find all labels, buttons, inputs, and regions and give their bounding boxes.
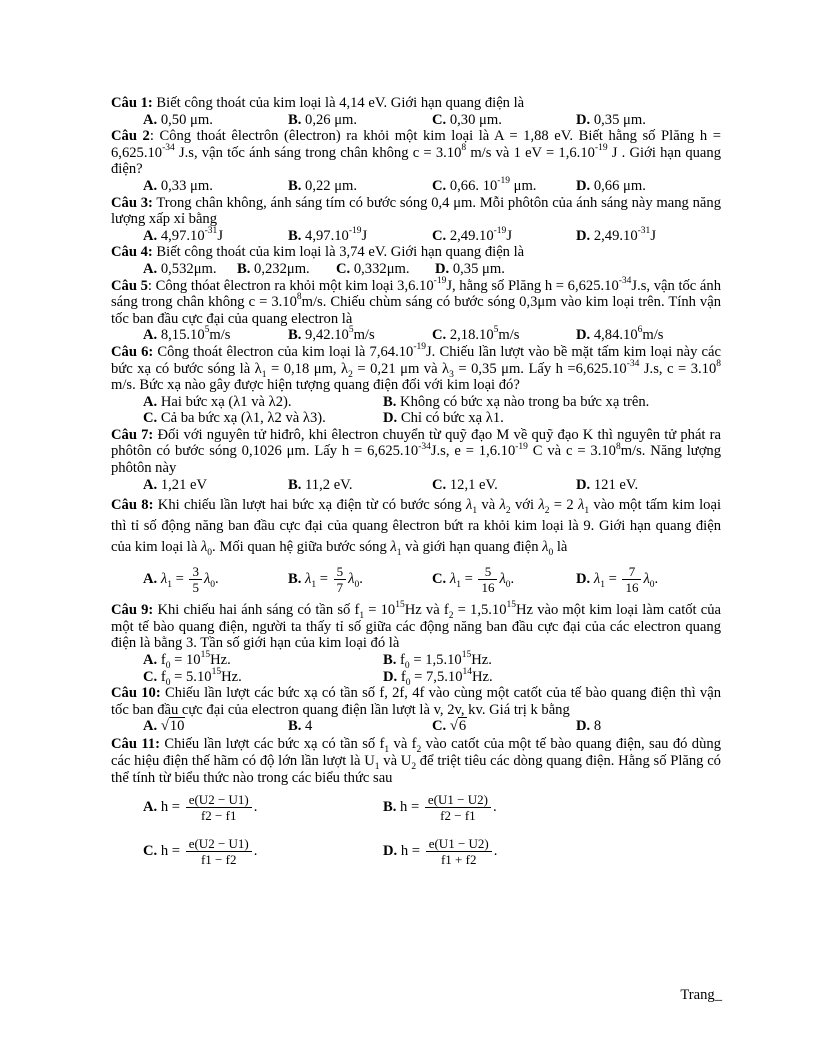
options-6a [111, 394, 721, 411]
option-a[interactable]: A. 1,21 eV [143, 476, 208, 493]
question-3: Câu 3: Trong chân không, ánh sáng tím có bước sóng 0,4 μm. Mỗi phôtôn của ánh sáng này mang năng lượng xấp xỉ bằng [111, 194, 721, 228]
option-b[interactable]: B. 0,22 μm. [288, 177, 358, 194]
option-c[interactable]: C. 12,1 eV. [432, 476, 498, 493]
question-4: Câu 4: Biết công thoát của kim loại là 3,74 eV. Giới hạn quang điện là [111, 244, 525, 261]
option-a[interactable]: A. √10 [143, 718, 185, 735]
option-b[interactable]: B. 4 [288, 718, 313, 735]
question-7: Câu 7: Đối với nguyên tử hiđrô, khi êlectron chuyển từ quỹ đạo M về quỹ đạo K thì nguyên tử phát ra phôtôn có bước sóng 0,1026 μm. Lấy $h = 6,625.10^{-34}J.s$, $e = 1,6.10^{-19}$ C và $c = 3.10^8m/s$. Năng lượng phôtôn này [111, 426, 722, 477]
options-8 [111, 558, 721, 602]
question-11: Câu 11: Chiếu lần lượt các bức xạ có tần số $f_1$ và $f_2$ vào catốt của một tế bào quang điện, sau đó dùng các hiệu điện thế hãm có độ lớn lần lượt là $U_1$ và $U_2$ để triệt tiêu các dòng quang điện. Hằng số Plăng có thể tính từ biểu thức nào trong các biểu thức sau [111, 736, 721, 786]
options-6b [111, 410, 721, 427]
option-a[interactable]: A. 8,15.10$^5$m/s [143, 325, 231, 344]
option-b[interactable]: B. 9,42.10$^5$m/s [288, 325, 375, 344]
option-d[interactable]: D. $f_0 = 7,5.10^{14}Hz$. [383, 666, 493, 688]
question-10: Câu 10: Chiếu lần lượt các bức xạ có tần số f, 2f, 4f vào cùng một catốt của tế bào quang điện thì vận tốc ban đầu cực đại của electron quang điện lần lượt là v, 2v, kv. Giá trị k bằng [111, 685, 721, 718]
question-label: Câu 3: [111, 194, 153, 211]
option-d[interactable]: D. 0,35 μm. [435, 260, 505, 277]
option-a[interactable]: A. $4,97.10^{-31}J$ [143, 225, 223, 244]
option-c[interactable]: C. 0,30 μm. [432, 111, 502, 128]
option-d[interactable]: D. $2,49.10^{-31}J$ [576, 225, 656, 244]
option-c[interactable]: C. Cả ba bức xạ (λ1, λ2 và λ3). [143, 410, 326, 427]
question-1 [111, 95, 721, 112]
options-2 [111, 178, 721, 195]
question-label: Câu 6: [111, 343, 154, 360]
option-a[interactable]: A. 0,532μm. [143, 260, 217, 277]
option-b[interactable]: B. Không có bức xạ nào trong ba bức xạ trên. [383, 393, 650, 410]
question-label: Câu 8: [111, 497, 154, 514]
option-a[interactable]: A. Hai bức xạ (λ1 và λ2). [143, 393, 292, 410]
document-body [111, 95, 721, 878]
question-2: Câu 2: Công thoát êlectrôn (êlectron) ra khỏi một kim loại là A = 1,88 eV. Biết hằng số Plăng $h = 6,625.10^{-34}$ J.s, vận tốc ánh sáng trong chân không $c = 3.10^8$ m/s và 1 eV = $1,6.10^{-19}$ J . Giới hạn quang điện? [111, 128, 721, 178]
question-9: Câu 9: Khi chiếu hai ánh sáng có tần số $f_1 = 10^{15}Hz$ và $f_2 = 1,5.10^{15}Hz$ vào một kim loại làm catốt của một tế bào quang điện, người ta thấy tỉ số giữa các động năng ban đầu cực đại của các electron quang điện là bằng 3. Tần số giới hạn của kim loại đó là [111, 600, 722, 652]
option-d[interactable]: D. h = $\frac{e(U1 - U2)}{f1 + f2}$ . [383, 836, 498, 868]
question-label: Câu 1: [111, 95, 153, 111]
option-d[interactable]: D. 4,84.10$^6$m/s [576, 325, 664, 344]
option-d[interactable]: D. $\lambda_1$ = $\frac{7}{16}$ $\lambda_0$. [576, 564, 659, 596]
options-9b [111, 666, 721, 688]
question-5: Câu 5: Công thóat êlectron ra khỏi một kim loại $3,6.10^{-19}J$, hằng số Plăng $h = 6,625.10^{-34}J.s$, vận tốc ánh sáng trong chân không $c = 3.10^8m/s$. Chiếu chùm sáng có bước sóng 0,3μm vào kim loại trên. Tính vận tốc ban đầu cực đại của quang electron là [111, 275, 721, 327]
options-11a [111, 786, 721, 832]
question-label: Câu 10: [111, 685, 161, 702]
option-b[interactable]: B. 0,26 μm. [288, 111, 358, 128]
option-c[interactable]: C. 2,18.10$^5$m/s [432, 325, 520, 344]
options-11b [111, 832, 721, 878]
options-9a [111, 652, 721, 669]
option-b[interactable]: B. $f_0 = 1,5.10^{15}Hz$. [383, 650, 492, 671]
question-8: Câu 8: Khi chiếu lần lượt hai bức xạ điện từ có bước sóng $\lambda_1$ và $\lambda_2$ với $\lambda_2 = 2$ $\lambda_1$ vào một tấm kim loại thì tỉ số động năng ban đầu cực đại của quang êlectron bứt ra khỏi kim loại là 9. Giới hạn quang điện của kim loại là $\lambda_0$. Mối quan hệ giữa bước sóng $\lambda_1$ và giới hạn quang điện $\lambda_0$ là [111, 497, 721, 559]
option-c[interactable]: C. 0,332μm. [336, 260, 410, 277]
option-a[interactable]: A. $f_0 = 10^{15}Hz$. [143, 650, 231, 671]
option-b[interactable]: B. 11,2 eV. [288, 476, 353, 493]
question-label: Câu 4: [111, 244, 153, 261]
option-a[interactable]: A. 0,33 μm. [143, 177, 213, 194]
question-label: Câu 5 [111, 277, 148, 294]
option-b[interactable]: B. $4,97.10^{-19}J$ [288, 225, 368, 244]
option-d[interactable]: D. Chỉ có bức xạ λ1. [383, 410, 504, 427]
options-1 [111, 112, 721, 129]
option-c[interactable]: C. 0,66. $10^{-19}$ μm. [432, 176, 537, 194]
question-label: Câu 11: [111, 736, 160, 753]
option-d[interactable]: D. 0,66 μm. [576, 177, 646, 194]
page-footer: Trang_ [680, 987, 722, 1003]
question-label: Câu 2 [111, 128, 150, 145]
option-c[interactable]: C. h = $\frac{e(U2 - U1)}{f1 - f2}$ . [143, 836, 258, 868]
option-d[interactable]: D. 121 eV. [576, 476, 639, 493]
option-d[interactable]: D. 0,35 μm. [576, 111, 646, 128]
option-c[interactable]: C. $f_0 = 5.10^{15}Hz$. [143, 666, 242, 688]
question-label: Câu 9: [111, 602, 154, 619]
question-label: Câu 7: [111, 426, 154, 443]
option-a[interactable]: A. $\lambda_1$ = $\frac{3}{5}$ $\lambda_0$. [143, 564, 219, 596]
option-d[interactable]: D. 8 [576, 718, 602, 735]
option-a[interactable]: A. 0,50 μm. [143, 111, 213, 128]
option-b[interactable]: B. $\lambda_1$ = $\frac{5}{7}$ $\lambda_0$. [288, 564, 363, 596]
option-c[interactable]: C. $2,49.10^{-19}J$ [432, 225, 512, 244]
options-3 [111, 225, 721, 245]
option-c[interactable]: C. $\lambda_1$ = $\frac{5}{16}$ $\lambda_0$. [432, 564, 515, 596]
options-10 [111, 718, 721, 736]
option-a[interactable]: A. h = $\frac{e(U2 - U1)}{f2 - f1}$ . [143, 792, 258, 824]
question-6: Câu 6: Công thoát êlectron của kim loại là $7,64.10^{-19}J$. Chiếu lần lượt vào bề mặt tấm kim loại này các bức xạ có bước sóng là $\lambda_1 = 0,18$ μm, $\lambda_2 = 0,21$ μm và $\lambda_3 = 0,35$ μm. Lấy $h =6,625.10^{-34}$ J.s, $c = 3.10^8$ m/s. Bức xạ nào gây được hiện tượng quang điện đối với kim loại đó? [111, 342, 722, 394]
option-b[interactable]: B. 0,232μm. [237, 260, 310, 277]
question-text: Biết công thoát của kim loại là 4,14 eV. Giới hạn quang điện là [152, 95, 525, 111]
option-c[interactable]: C. √6 [432, 718, 467, 735]
options-7 [111, 477, 721, 494]
option-b[interactable]: B. h = $\frac{e(U1 - U2)}{f2 - f1}$ . [383, 792, 497, 824]
